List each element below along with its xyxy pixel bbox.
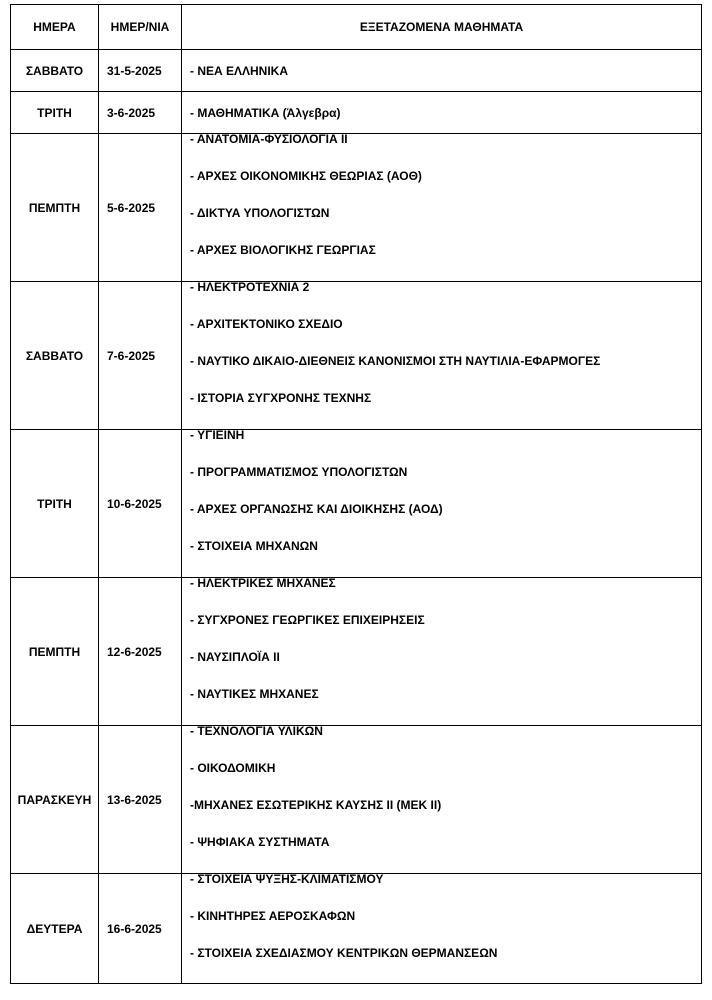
subject-item: - ΑΡΧΕΣ ΟΙΚΟΝΟΜΙΚΗΣ ΘΕΩΡΙΑΣ (ΑΟΘ) xyxy=(190,169,422,183)
header-day: ΗΜΕΡΑ xyxy=(11,5,99,50)
subjects-cell xyxy=(182,726,702,874)
exam-schedule-table xyxy=(10,4,702,984)
subjects-cell xyxy=(182,92,702,134)
table-row xyxy=(11,726,702,874)
table-header xyxy=(11,5,702,50)
table-row xyxy=(11,92,702,134)
table-row xyxy=(11,874,702,984)
subjects-cell xyxy=(182,282,702,430)
subjects-cell xyxy=(182,578,702,726)
header-date: ΗΜΕΡ/ΝΙΑ xyxy=(99,5,182,50)
subject-item: - ΑΡΧΕΣ ΒΙΟΛΟΓΙΚΗΣ ΓΕΩΡΓΙΑΣ xyxy=(190,243,376,257)
subject-item: - ΝΑΥΤΙΚΟ ΔΙΚΑΙΟ-ΔΙΕΘΝΕΙΣ ΚΑΝΟΝΙΣΜΟΙ ΣΤΗ ΝΑΥΤΙΛΙΑ-ΕΦΑΡΜΟΓΕΣ xyxy=(190,354,601,368)
date-cell: 5-6-2025 xyxy=(99,134,182,282)
subject-item: - ΣΤΟΙΧΕΙΑ ΣΧΕΔΙΑΣΜΟΥ ΚΕΝΤΡΙΚΩΝ ΘΕΡΜΑΝΣΕΩΝ xyxy=(190,946,498,960)
subject-item: - ΣΤΟΙΧΕΙΑ ΜΗΧΑΝΩΝ xyxy=(190,539,318,553)
date-cell: 7-6-2025 xyxy=(99,282,182,430)
subject-item: -ΜΗΧΑΝΕΣ ΕΣΩΤΕΡΙΚΗΣ ΚΑΥΣΗΣ ΙΙ (ΜΕΚ ΙΙ) xyxy=(190,798,442,812)
date-cell: 12-6-2025 xyxy=(99,578,182,726)
date-cell: 10-6-2025 xyxy=(99,430,182,578)
date-cell: 3-6-2025 xyxy=(99,92,182,134)
table-row xyxy=(11,50,702,92)
subject-item: - ΑΡΧΕΣ ΟΡΓΑΝΩΣΗΣ ΚΑΙ ΔΙΟΙΚΗΣΗΣ (ΑΟΔ) xyxy=(190,502,443,516)
subject-item: - ΟΙΚΟΔΟΜΙΚΗ xyxy=(190,761,276,775)
day-cell: ΤΡΙΤΗ xyxy=(11,430,99,578)
subject-item: - ΥΓΙΕΙΝΗ xyxy=(190,428,245,442)
subject-item: - ΝΑΥΣΙΠΛΟΪΑ ΙΙ xyxy=(190,650,280,664)
subject-item: - ΤΕΧΝΟΛΟΓΙΑ ΥΛΙΚΩΝ xyxy=(190,724,323,738)
subject-item: - ΨΗΦΙΑΚΑ ΣΥΣΤΗΜΑΤΑ xyxy=(190,835,330,849)
day-cell: ΣΑΒΒΑΤΟ xyxy=(11,50,99,92)
subject-item: - ΗΛΕΚΤΡΙΚΕΣ ΜΗΧΑΝΕΣ xyxy=(190,576,336,590)
day-cell: ΠΕΜΠΤΗ xyxy=(11,134,99,282)
header-row xyxy=(11,5,702,50)
subjects-cell xyxy=(182,134,702,282)
day-cell: ΤΡΙΤΗ xyxy=(11,92,99,134)
day-cell: ΠΑΡΑΣΚΕΥΗ xyxy=(11,726,99,874)
subjects-cell xyxy=(182,874,702,984)
subject-item: - ΣΤΟΙΧΕΙΑ ΨΥΞΗΣ-ΚΛΙΜΑΤΙΣΜΟΥ xyxy=(190,872,384,886)
day-cell: ΔΕΥΤΕΡΑ xyxy=(11,874,99,984)
table-row xyxy=(11,282,702,430)
subject-item: - ΑΝΑΤΟΜΙΑ-ΦΥΣΙΟΛΟΓΙΑ ΙΙ xyxy=(190,132,348,146)
subject-item: - ΝΕΑ ΕΛΛΗΝΙΚΑ xyxy=(190,63,289,78)
day-cell: ΠΕΜΠΤΗ xyxy=(11,578,99,726)
subject-item: - ΠΡΟΓΡΑΜΜΑΤΙΣΜΟΣ ΥΠΟΛΟΓΙΣΤΩΝ xyxy=(190,465,408,479)
subject-item: - ΝΑΥΤΙΚΕΣ ΜΗΧΑΝΕΣ xyxy=(190,687,319,701)
date-cell: 31-5-2025 xyxy=(99,50,182,92)
subject-item: - ΜΑΘΗΜΑΤΙΚΑ (Άλγεβρα) xyxy=(190,105,341,120)
date-cell: 16-6-2025 xyxy=(99,874,182,984)
subjects-cell xyxy=(182,430,702,578)
subject-item: - ΙΣΤΟΡΙΑ ΣΥΓΧΡΟΝΗΣ ΤΕΧΝΗΣ xyxy=(190,391,372,405)
subject-item: - ΗΛΕΚΤΡΟΤΕΧΝΙΑ 2 xyxy=(190,280,310,294)
day-cell: ΣΑΒΒΑΤΟ xyxy=(11,282,99,430)
table-row xyxy=(11,578,702,726)
table-row xyxy=(11,430,702,578)
subject-item: - ΚΙΝΗΤΗΡΕΣ ΑΕΡΟΣΚΑΦΩΝ xyxy=(190,909,356,923)
date-cell: 13-6-2025 xyxy=(99,726,182,874)
table-body xyxy=(11,50,702,984)
table-row xyxy=(11,134,702,282)
subject-item: - ΔΙΚΤΥΑ ΥΠΟΛΟΓΙΣΤΩΝ xyxy=(190,206,330,220)
header-subjects: ΕΞΕΤΑΖΟΜΕΝΑ ΜΑΘΗΜΑΤΑ xyxy=(182,5,702,50)
subject-item: - ΣΥΓΧΡΟΝΕΣ ΓΕΩΡΓΙΚΕΣ ΕΠΙΧΕΙΡΗΣΕΙΣ xyxy=(190,613,425,627)
subjects-cell xyxy=(182,50,702,92)
subject-item: - ΑΡΧΙΤΕΚΤΟΝΙΚΟ ΣΧΕΔΙΟ xyxy=(190,317,343,331)
